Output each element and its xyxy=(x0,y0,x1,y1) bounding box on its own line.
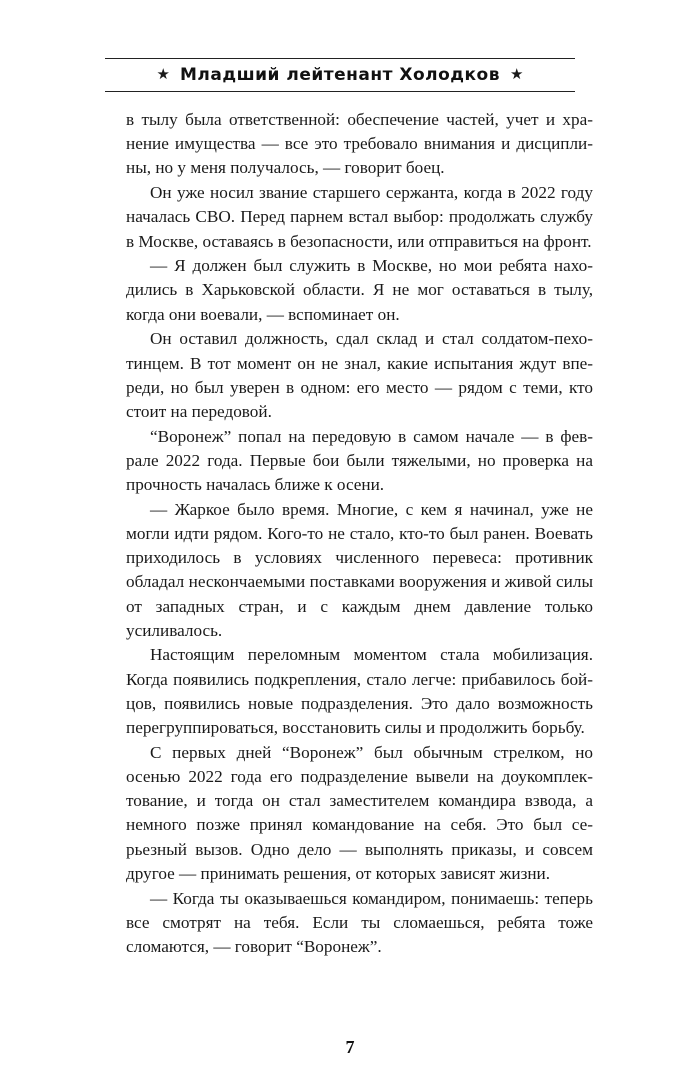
star-right-icon: ★ xyxy=(510,66,524,83)
paragraph-6: — Жаркое было время. Многие, с кем я начинал, уже не могли идти рядом. Кого-то не стало, кто-то был ранен. Воевать приходилось в условиях численного перевеса: противник обладал нескончаемыми поставками вооружения и живой силы от западных стран, и с каждым днем давление только усиливалось. xyxy=(126,499,593,640)
paragraph-1: в тылу была ответственной: обеспечение частей, учет и хранение имущества — все это требовало внимания и дисциплины, но у меня получалось, — говорит боец. xyxy=(126,110,593,178)
running-header-content xyxy=(157,65,524,85)
paragraph-8: С первых дней “Воронеж” был обычным стрелком, но осенью 2022 года его подразделение вывели на доукомплектование, и тогда он стал заместителем командира взвода, а немного позже принял командование на себя. Это был серьезный вызов. Одно дело — выполнять приказы, и совсем другое — принимать решения, от которых зависят жизни. xyxy=(126,742,593,883)
star-left-icon: ★ xyxy=(156,66,170,83)
paragraph-3: — Я должен был служить в Москве, но мои ребята находились в Харьковской области. Я не мог оставаться в тылу, когда они воевали, — вспоминает он. xyxy=(126,256,593,324)
body-text xyxy=(126,108,593,960)
page-number: 7 xyxy=(345,1037,355,1057)
paragraph-2: Он уже носил звание старшего сержанта, когда в 2022 году началась СВО. Перед парнем встал выбор: продолжать службу в Москве, оставаясь в безопасности, или отправиться на фронт. xyxy=(126,183,593,251)
running-header xyxy=(105,58,575,92)
running-title: Младший лейтенант Холодков xyxy=(180,65,500,85)
paragraph-7: Настоящим переломным моментом стала мобилизация. Когда появились подкрепления, стало легче: прибавилось бойцов, появились новые подразделения. Это дало возможность перегруппироваться, восстановить силы и продолжить борьбу. xyxy=(126,645,593,738)
paragraph-5: “Воронеж” попал на передовую в самом начале — в феврале 2022 года. Первые бои были тяжелыми, но проверка на прочность началась ближе к осени. xyxy=(126,426,593,495)
paragraph-9: — Когда ты оказываешься командиром, понимаешь: теперь все смотрят на тебя. Если ты сломаешься, ребята тоже сломаются, — говорит “Воронеж”. xyxy=(126,888,593,956)
paragraph-4: Он оставил должность, сдал склад и стал солдатом-пехотинцем. В тот момент он не знал, какие испытания ждут впереди, но был уверен в одном: его место — рядом с теми, кто стоит на передовой. xyxy=(126,329,593,421)
